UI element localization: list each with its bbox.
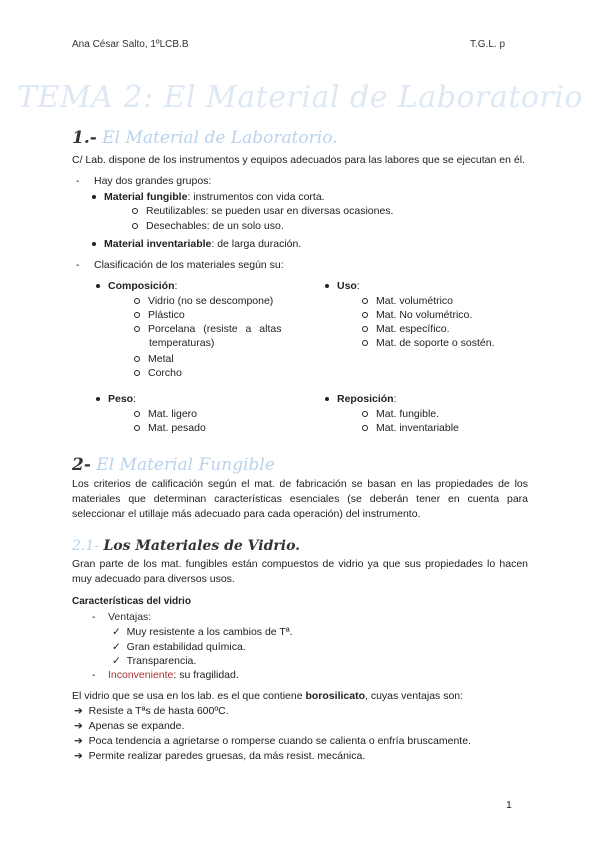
ventajas-label	[108, 610, 151, 624]
ventaja-text: Gran estabilidad química.	[126, 641, 246, 653]
list-item	[362, 407, 439, 421]
reposicion-item: Mat. inventariable	[376, 422, 459, 434]
section-2-number: 2-	[72, 455, 91, 475]
list-item	[134, 352, 174, 366]
boro-bold: borosilicato	[305, 690, 365, 702]
list-item	[362, 294, 453, 308]
composicion-item-continued: temperaturas)	[149, 337, 215, 349]
list-item	[362, 421, 459, 435]
peso-item: Mat. ligero	[148, 408, 198, 420]
circle-bullet-icon	[134, 312, 140, 318]
page-number: 1	[506, 799, 512, 811]
arrow-text: Apenas se expande.	[88, 720, 185, 732]
fungible-desc: : instrumentos con vida corta.	[187, 191, 325, 203]
colon: :	[174, 280, 178, 292]
colon: :	[393, 393, 397, 405]
uso-heading	[325, 279, 360, 293]
circle-bullet-icon	[134, 326, 140, 332]
header-code: T.G.L. p	[470, 39, 506, 50]
reposicion-item: Mat. fungible.	[376, 408, 440, 420]
colon: :	[356, 280, 360, 292]
circle-bullet-icon	[132, 223, 138, 229]
arrow-icon: ➔	[74, 735, 83, 747]
list-item	[134, 322, 292, 336]
list-item	[134, 421, 206, 435]
list-item	[362, 336, 494, 350]
check-icon: ✓	[112, 626, 121, 638]
dash-marker: -	[92, 669, 96, 681]
bullet-icon	[325, 284, 329, 288]
circle-bullet-icon	[134, 425, 140, 431]
circle-bullet-icon	[134, 370, 140, 376]
section-1-intro: C/ Lab. dispone de los instrumentos y equipos adecuados para las labores que se ejecutan en él.	[72, 154, 525, 166]
arrow-item	[74, 734, 471, 748]
bullet-icon	[92, 195, 96, 199]
reposicion-label: Reposición	[337, 393, 394, 405]
arrow-icon: ➔	[74, 720, 83, 732]
header-author: Ana César Salto, 1ºLCB.B	[72, 39, 189, 50]
section-2-1-heading	[72, 537, 300, 555]
circle-bullet-icon	[134, 411, 140, 417]
arrow-item	[74, 704, 229, 718]
check-item	[112, 625, 293, 639]
uso-label: Uso	[337, 280, 357, 292]
section-2-title: El Material Fungible	[96, 455, 275, 475]
check-item	[112, 654, 196, 668]
list-item	[362, 308, 472, 322]
uso-item: Mat. específico.	[376, 323, 450, 335]
peso-heading	[96, 392, 136, 406]
inconveniente-desc: : su fragilidad.	[173, 669, 239, 681]
list-item	[362, 322, 450, 336]
ventaja-text: Transparencia.	[126, 655, 197, 667]
peso-label: Peso	[108, 393, 134, 405]
ventajas-text: Ventajas:	[108, 611, 152, 623]
bullet-icon	[325, 397, 329, 401]
boro-pre: El vidrio que se usa en los lab. es el que contiene	[72, 690, 306, 702]
section-2-1-paragraph: Gran parte de los mat. fungibles están compuestos de vidrio ya que sus propiedades lo hacen muy adecuado para diversos usos.	[72, 558, 528, 585]
composicion-item: Plástico	[148, 309, 185, 321]
list-item-inventariable	[92, 237, 301, 251]
circle-bullet-icon	[362, 411, 368, 417]
check-icon: ✓	[112, 641, 121, 653]
dash-marker: -	[76, 259, 80, 271]
arrow-text: Resiste a Tªs de hasta 600ºC.	[88, 705, 229, 717]
check-icon: ✓	[112, 655, 121, 667]
check-item	[112, 640, 246, 654]
list-item-fungible	[92, 190, 325, 204]
circle-bullet-icon	[362, 298, 368, 304]
bullet-icon	[92, 242, 96, 246]
circle-bullet-icon	[362, 312, 368, 318]
composicion-heading	[96, 279, 177, 293]
page-title: TEMA 2: El Material de Laboratorio	[17, 80, 583, 115]
section-1-title: El Material de Laboratorio.	[102, 128, 338, 148]
borosilicato-intro	[72, 689, 463, 703]
boro-post: , cuyas ventajas son:	[365, 690, 464, 702]
arrow-text: Permite realizar paredes gruesas, da más resist. mecánica.	[88, 750, 366, 762]
dash-marker: -	[76, 175, 80, 187]
clasif-intro: Clasificación de los materiales según su:	[94, 259, 284, 271]
composicion-item: Vidrio (no se descompone)	[148, 295, 274, 307]
inconveniente-line	[108, 668, 239, 682]
circle-bullet-icon	[134, 298, 140, 304]
dash-marker: -	[92, 611, 96, 623]
list-item	[134, 294, 273, 308]
list-item	[134, 366, 182, 380]
bullet-icon	[96, 284, 100, 288]
circle-bullet-icon	[132, 208, 138, 214]
composicion-item: Porcelana (resiste a altas	[148, 323, 282, 335]
ventaja-text: Muy resistente a los cambios de Tª.	[126, 626, 293, 638]
list-item-reutilizables	[132, 204, 393, 218]
inventariable-label: Material inventariable	[104, 238, 212, 250]
desechables-text: Desechables: de un solo uso.	[146, 220, 284, 232]
peso-item: Mat. pesado	[148, 422, 206, 434]
caracteristicas-heading: Características del vidrio	[72, 596, 191, 607]
circle-bullet-icon	[134, 356, 140, 362]
colon: :	[133, 393, 137, 405]
uso-item: Mat. de soporte o sostén.	[376, 337, 495, 349]
uso-item: Mat. volumétrico	[376, 295, 454, 307]
circle-bullet-icon	[362, 340, 368, 346]
bullet-icon	[96, 397, 100, 401]
inventariable-desc: : de larga duración.	[211, 238, 302, 250]
list-item	[134, 407, 197, 421]
reutilizables-text: Reutilizables: se pueden usar en diversas ocasiones.	[146, 205, 394, 217]
section-2-paragraph: Los criterios de calificación según el mat. de fabricación se basan en las propiedades de los materiales que determinan características esenciales (se deberán tener en cuenta para seleccionar el utillaje más adecuado para cada operación) del instrumento.	[72, 478, 528, 520]
arrow-icon: ➔	[74, 750, 83, 762]
list-item	[134, 308, 185, 322]
section-2-heading	[72, 455, 275, 475]
section-2-1-number: 2.1-	[72, 538, 99, 554]
arrow-item	[74, 749, 365, 763]
list-item-desechables	[132, 219, 284, 233]
section-2-1-title: Los Materiales de Vidrio.	[103, 538, 301, 554]
reposicion-heading	[325, 392, 397, 406]
fungible-label: Material fungible	[104, 191, 188, 203]
inconveniente-label: Inconveniente	[108, 669, 174, 681]
arrow-icon: ➔	[74, 705, 83, 717]
arrow-item	[74, 719, 184, 733]
section-1-number: 1.-	[72, 128, 97, 148]
section-1-heading	[72, 128, 338, 148]
uso-item: Mat. No volumétrico.	[376, 309, 473, 321]
circle-bullet-icon	[362, 425, 368, 431]
composicion-label: Composición	[108, 280, 175, 292]
composicion-item: Metal	[148, 353, 174, 365]
circle-bullet-icon	[362, 326, 368, 332]
composicion-item: Corcho	[148, 367, 182, 379]
groups-intro: Hay dos grandes grupos:	[94, 175, 212, 187]
arrow-text: Poca tendencia a agrietarse o romperse cuando se calienta o enfría bruscamente.	[88, 735, 471, 747]
